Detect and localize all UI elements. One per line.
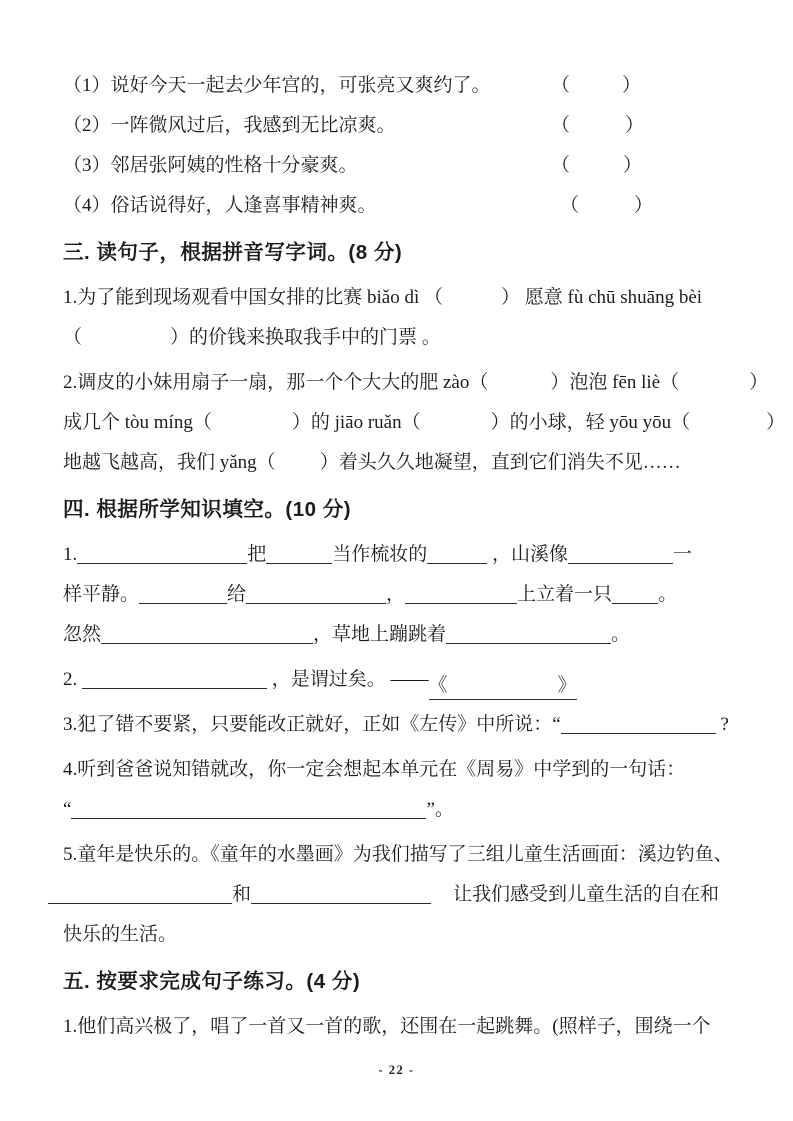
fill-in-gap [212, 426, 292, 428]
text-segment: 成几个 tòu míng（ [63, 412, 212, 433]
answer-gap [579, 209, 634, 211]
answer-gap [570, 169, 623, 171]
text-segment: ）的价钱来换取我手中的门票 。 [170, 327, 441, 348]
s4-item5-line1 [63, 835, 743, 875]
text-segment: ， [386, 584, 406, 605]
blank-line [82, 672, 267, 689]
item-text: （2）一阵微风过后，我感到无比凉爽。 [63, 115, 396, 136]
paren-open-icon: （ [560, 195, 580, 216]
paren-open-icon: （ [551, 75, 571, 96]
fill-in-gap [488, 386, 550, 388]
blank-line [446, 627, 611, 644]
blank-line [266, 547, 332, 564]
text-segment: 让我们感受到儿童生活的自在和 [453, 884, 720, 905]
text-segment: 5.童年是快乐的。《童年的水墨画》为我们描写了三组儿童生活画面：溪边钓鱼、 [63, 844, 733, 865]
s2-item-2 [63, 106, 743, 146]
s2-item-3 [63, 146, 743, 186]
text-segment: （ [63, 327, 83, 348]
text-segment: 1.他们高兴极了，唱了一首又一首的歌，还围在一起跳舞。(照样子，围绕一个 [63, 1016, 711, 1037]
blank-line [71, 802, 426, 819]
text-segment: ） [766, 412, 786, 433]
section5-heading: 五. 按要求完成句子练习。(4 分) [63, 970, 361, 993]
blank-line [77, 547, 247, 564]
text-segment: 3.犯了错不要紧，只要能改正就好，正如《左传》中所说：“ [63, 714, 561, 735]
s4-item2 [63, 660, 743, 700]
text-segment: 和 [232, 884, 252, 905]
fill-in-gap [690, 426, 766, 428]
text-segment: 2. [63, 669, 82, 690]
text-segment: 1. [63, 544, 78, 565]
book-title-blank [429, 671, 577, 700]
text-segment: ，草地上蹦跳着 [313, 624, 447, 645]
text-segment: 当作梳妆的 [332, 544, 428, 565]
text-segment: ，是谓过矣。 —— [267, 669, 429, 690]
s3-item2-line1 [63, 363, 769, 403]
page-number: - 22 - [378, 1063, 415, 1077]
answer-gap [570, 129, 625, 131]
blank-line [405, 587, 517, 604]
blank-line [139, 587, 227, 604]
bracket-close-icon: 》 [557, 675, 577, 696]
s4-item1-line3 [63, 615, 743, 655]
text-segment: ）的 jiāo ruǎn（ [291, 412, 421, 433]
blank-line [612, 587, 658, 604]
section3-heading: 三. 读句子，根据拼音写字词。(8 分) [63, 241, 403, 264]
text-segment: 快乐的生活。 [63, 924, 178, 945]
answer-parens [551, 66, 641, 106]
fill-in-gap [443, 301, 501, 303]
s3-item2-line3 [63, 443, 743, 483]
blank-line [427, 547, 487, 564]
blank-line [251, 887, 431, 904]
bracket-open-icon: 《 [428, 675, 448, 696]
fill-in-gap [421, 426, 491, 428]
s3-item1-line2 [63, 318, 743, 358]
text-segment: ”。 [426, 799, 454, 820]
blank-line [568, 547, 673, 564]
text-segment: 给 [227, 584, 247, 605]
text-segment: ） [634, 195, 654, 216]
s5-item1-line1 [63, 1007, 743, 1047]
text-segment: ） [622, 75, 642, 96]
s4-item3 [63, 705, 743, 745]
text-segment: ）着头久久地凝望，直到它们消失不见…… [319, 452, 681, 473]
s4-item4-line1 [63, 750, 743, 790]
text-segment: 。 [658, 584, 678, 605]
text-segment: 样平静。 [63, 584, 140, 605]
text-segment: 一 [673, 544, 693, 565]
s4-item1-line1 [63, 535, 743, 575]
item-text: （4）俗话说得好，人逢喜事精神爽。 [63, 195, 377, 216]
s3-item2-line2 [63, 403, 786, 443]
text-segment: ） 愿意 fù chū shuāng bèi [501, 287, 703, 308]
s3-item1-line1 [63, 278, 743, 318]
fill-in-gap [431, 898, 453, 900]
section4-heading: 四. 根据所学知识填空。(10 分) [63, 498, 352, 521]
s2-item-4 [63, 186, 743, 226]
text-segment: 地越飞越高，我们 yǎng（ [63, 452, 276, 473]
fill-in-gap [679, 386, 749, 388]
item-text: （1）说好今天一起去少年宫的，可张亮又爽约了。 [63, 75, 491, 96]
s2-item-1 [63, 66, 743, 106]
answer-gap [570, 89, 622, 91]
text-segment: 2.调皮的小妹用扇子一扇，那一个个大大的肥 zào（ [63, 372, 489, 393]
text-segment: 。 [611, 624, 631, 645]
answer-parens [560, 186, 653, 226]
text-segment: 1.为了能到现场观看中国女排的比赛 biǎo dì （ [63, 287, 443, 308]
blank-line [246, 587, 386, 604]
text-segment: ） [623, 155, 643, 176]
text-segment: ） [625, 115, 645, 136]
answer-parens [551, 146, 642, 186]
blank-line [48, 887, 232, 904]
item-text: （3）邻居张阿姨的性格十分豪爽。 [63, 155, 358, 176]
paren-open-icon: （ [551, 115, 571, 136]
text-segment: 忽然 [63, 624, 102, 645]
text-segment: 4.听到爸爸说知错就改，你一定会想起本单元在《周易》中学到的一句话： [63, 759, 686, 780]
paren-open-icon: （ [551, 155, 571, 176]
text-segment: ? [715, 714, 729, 735]
s4-item1-line2 [63, 575, 743, 615]
answer-parens [551, 106, 644, 146]
fill-in-gap [82, 341, 170, 343]
text-segment: 上立着一只 [517, 584, 613, 605]
text-segment: “ [63, 799, 72, 820]
s4-item5-line2 [48, 875, 743, 915]
text-segment: 把 [247, 544, 267, 565]
text-segment: ） [749, 372, 769, 393]
s4-item4-line2 [63, 790, 743, 830]
fill-in-gap [276, 466, 320, 468]
text-segment: ）泡泡 fēn liè（ [550, 372, 680, 393]
text-segment: ，山溪像 [487, 544, 569, 565]
blank-line [561, 717, 716, 734]
text-segment: ）的小球，轻 yōu yōu（ [490, 412, 691, 433]
s4-item5-line3 [63, 915, 743, 955]
blank-line [101, 627, 313, 644]
